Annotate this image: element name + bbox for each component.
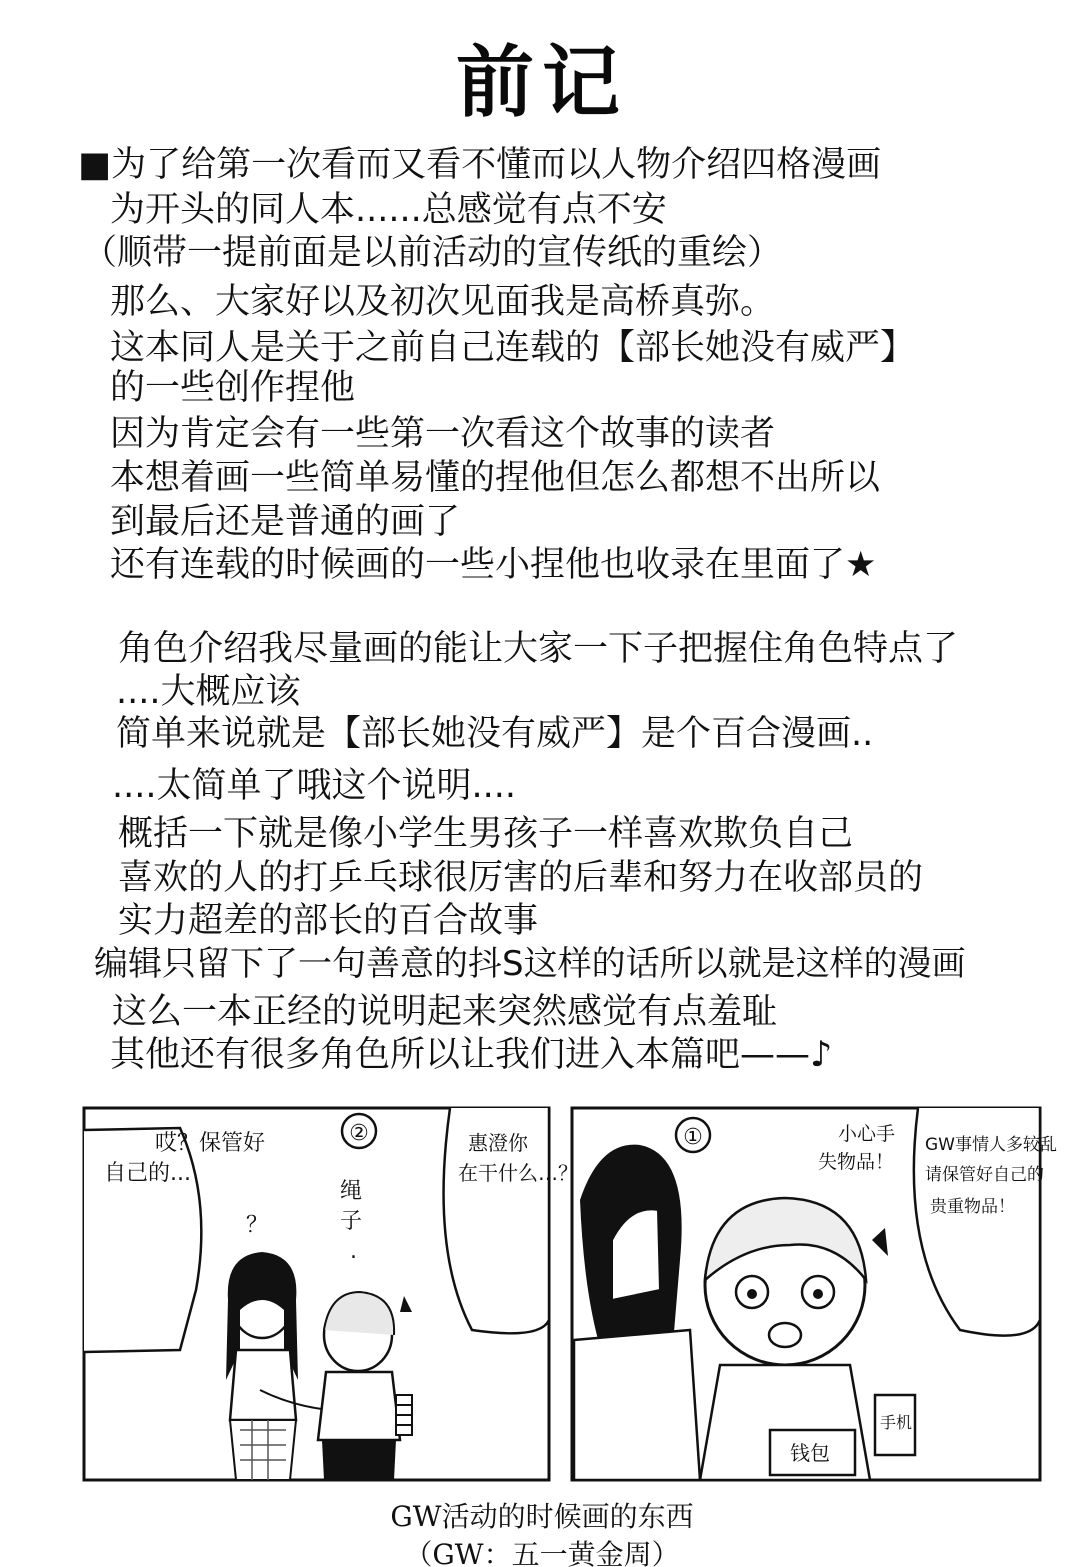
bubble-line: GW事情人多较乱 — [925, 1135, 1057, 1155]
text-line: 编辑只留下了一句善意的抖S这样的话所以就是这样的漫画 — [94, 944, 966, 984]
panel-number: ② — [349, 1121, 369, 1146]
text-line: 的一些创作捏他 — [110, 368, 356, 408]
text-line: （顺带一提前面是以前活动的宣传纸的重绘） — [82, 233, 783, 273]
text-line: ■为了给第一次看而又看不懂而以人物介绍四格漫画 — [78, 145, 882, 185]
text-line: 这本同人是关于之前自己连载的【部长她没有威严】 — [110, 328, 916, 368]
wallet-label: 钱包 — [790, 1441, 830, 1465]
caption-line-2: （GW：五一黄金周） — [404, 1538, 680, 1567]
text-line: 实力超差的部长的百合故事 — [118, 901, 539, 941]
rope-label: 绳 — [340, 1179, 363, 1204]
character-small — [700, 1198, 915, 1480]
text-line: 因为肯定会有一些第一次看这个故事的读者 — [110, 414, 776, 454]
text-line: 角色介绍我尽量画的能让大家一下子把握住角色特点了 — [118, 629, 959, 669]
bubble-line: 请保管好自己的 — [925, 1165, 1044, 1185]
bubble-left-text-1 — [155, 1131, 265, 1156]
caption-line-1: GW活动的时候画的东西 — [390, 1500, 694, 1533]
text-line: 到最后还是普通的画了 — [110, 502, 461, 542]
character-right — [318, 1292, 412, 1480]
bubble-right-line: 在干什么…？ — [458, 1161, 578, 1185]
text-line: ....大概应该 — [116, 672, 301, 712]
rope-label: 子 — [340, 1209, 363, 1234]
note-line: 失物品！ — [818, 1151, 895, 1173]
text-line: 还有连载的时候画的一些小捏他也收录在里面了★ — [110, 545, 877, 585]
page-title: 前记 — [455, 38, 628, 128]
rope-label: . — [350, 1239, 357, 1264]
bubble-left-line: 自己的... — [104, 1161, 191, 1186]
text-line: 喜欢的人的打乒乓球很厉害的后辈和努力在收部员的 — [118, 858, 924, 898]
question-mark: ？ — [246, 1213, 269, 1238]
text-line: 简单来说就是【部长她没有威严】是个百合漫画.. — [116, 714, 874, 754]
note-line: 小心手 — [838, 1123, 896, 1145]
text-line: 为开头的同人本......总感觉有点不安 — [110, 190, 667, 230]
text-line: 这么一本正经的说明起来突然感觉有点羞耻 — [112, 992, 778, 1032]
text-line: 那么、大家好以及初次见面我是高桥真弥。 — [110, 282, 776, 322]
bubble-line: 贵重物品！ — [930, 1197, 1015, 1217]
text-line: ....太简单了哦这个说明.... — [112, 766, 517, 806]
text-line: 本想着画一些简单易懂的捏他但怎么都想不出所以 — [110, 458, 881, 498]
bubble-right-line: 惠澄你 — [468, 1131, 528, 1155]
comic-panel-1 — [572, 1108, 1057, 1480]
panel-number: ① — [683, 1125, 703, 1150]
character-tall — [574, 1145, 700, 1480]
comic-panel-2 — [84, 1108, 578, 1480]
text-line: 其他还有很多角色所以让我们进入本篇吧——♪ — [110, 1035, 833, 1075]
bubble-left-text-2 — [104, 1161, 191, 1186]
character-left — [226, 1252, 298, 1480]
bubble-left-line: 哎？保管好 — [155, 1131, 266, 1156]
text-line: 概括一下就是像小学生男孩子一样喜欢欺负自己 — [118, 814, 854, 854]
phone-label: 手机 — [880, 1413, 913, 1432]
